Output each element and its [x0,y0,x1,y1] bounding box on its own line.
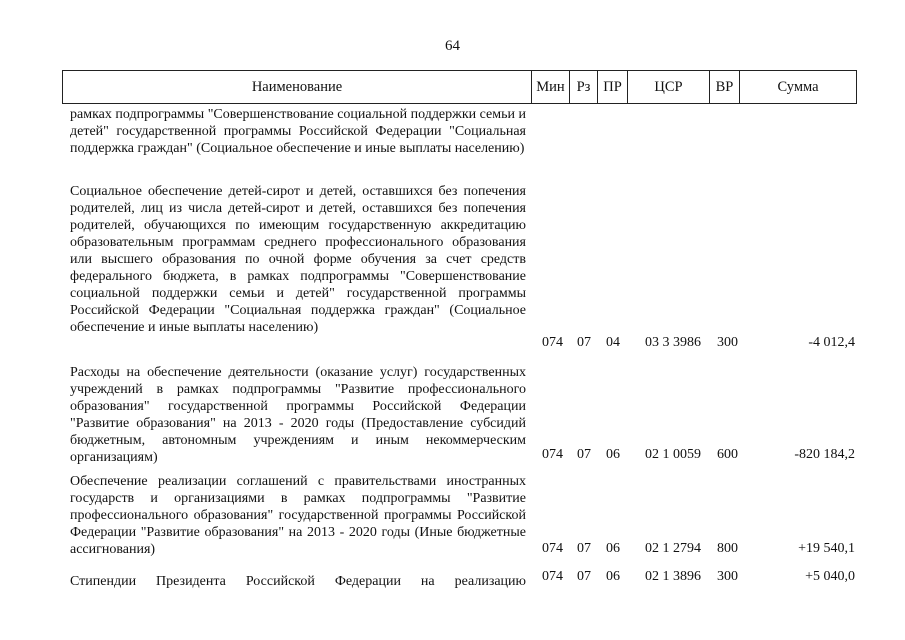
cell-sum: -820 184,2 [794,447,855,462]
header-csr: ЦСР [627,71,709,103]
cell-min: 074 [542,335,563,350]
cell-csr: 02 1 0059 [645,447,701,462]
cell-vr: 300 [717,335,738,350]
cell-rz: 07 [577,447,591,462]
header-sum: Сумма [739,71,856,103]
cell-rz: 07 [577,541,591,556]
cell-pr: 06 [606,541,620,556]
table-header [62,70,857,104]
cell-vr: 800 [717,541,738,556]
row-description: Стипендии Президента Российской Федерации на реализацию [70,574,526,589]
cell-csr: 02 1 2794 [645,541,701,556]
cell-pr: 04 [606,335,620,350]
cell-csr: 02 1 3896 [645,569,701,584]
header-rz: Рз [569,71,597,103]
header-name: Наименование [251,78,343,95]
cell-vr: 300 [717,569,738,584]
cell-sum: +5 040,0 [805,569,855,584]
row-description: Расходы на обеспечение деятельности (оказание услуг) государственных учреждений в рамках подпрограммы "Развитие профессионального образования" государственной программы Российской Федерации "Развитие образования" на 2013 - 2020 годы (Предоставление субсидий бюджетным, автономным учреждениям и иным некоммерческим организациям) [70,365,526,465]
row-description: Обеспечение реализации соглашений с правительствами иностранных государств и организациями в рамках подпрограммы "Развитие профессионального образования" государственной программы Российской Федерации "Развитие образования" на 2013 - 2020 годы (Иные бюджетные ассигнования) [70,474,526,557]
cell-min: 074 [542,447,563,462]
header-min: Мин [531,71,569,103]
row-description: рамках подпрограммы "Совершенствование социальной поддержки семьи и детей" государственной программы Российской Федерации "Социальная поддержка граждан" (Социальное обеспечение и иные выплаты населению) [70,107,526,156]
cell-sum: -4 012,4 [808,335,855,350]
cell-min: 074 [542,569,563,584]
cell-pr: 06 [606,447,620,462]
cell-vr: 600 [717,447,738,462]
cell-min: 074 [542,541,563,556]
cell-csr: 03 3 3986 [645,335,701,350]
page-number: 64 [445,38,460,54]
cell-sum: +19 540,1 [798,541,855,556]
cell-rz: 07 [577,569,591,584]
cell-pr: 06 [606,569,620,584]
row-description: Социальное обеспечение детей-сирот и детей, оставшихся без попечения родителей, лиц из числа детей-сирот и детей, оставшихся без попечения родителей, обучающихся по имеющим государственную аккредитацию образовательным программам среднего профессионального образования или высшего образования по очной форме обучения за счет средств федерального бюджета, в рамках подпрограммы "Совершенствование социальной поддержки семьи и детей" государственной программы Российской Федерации "Социальная поддержка граждан" (Социальное обеспечение и иные выплаты населению) [70,184,526,335]
header-pr: ПР [597,71,627,103]
header-vr: ВР [709,71,739,103]
cell-rz: 07 [577,335,591,350]
